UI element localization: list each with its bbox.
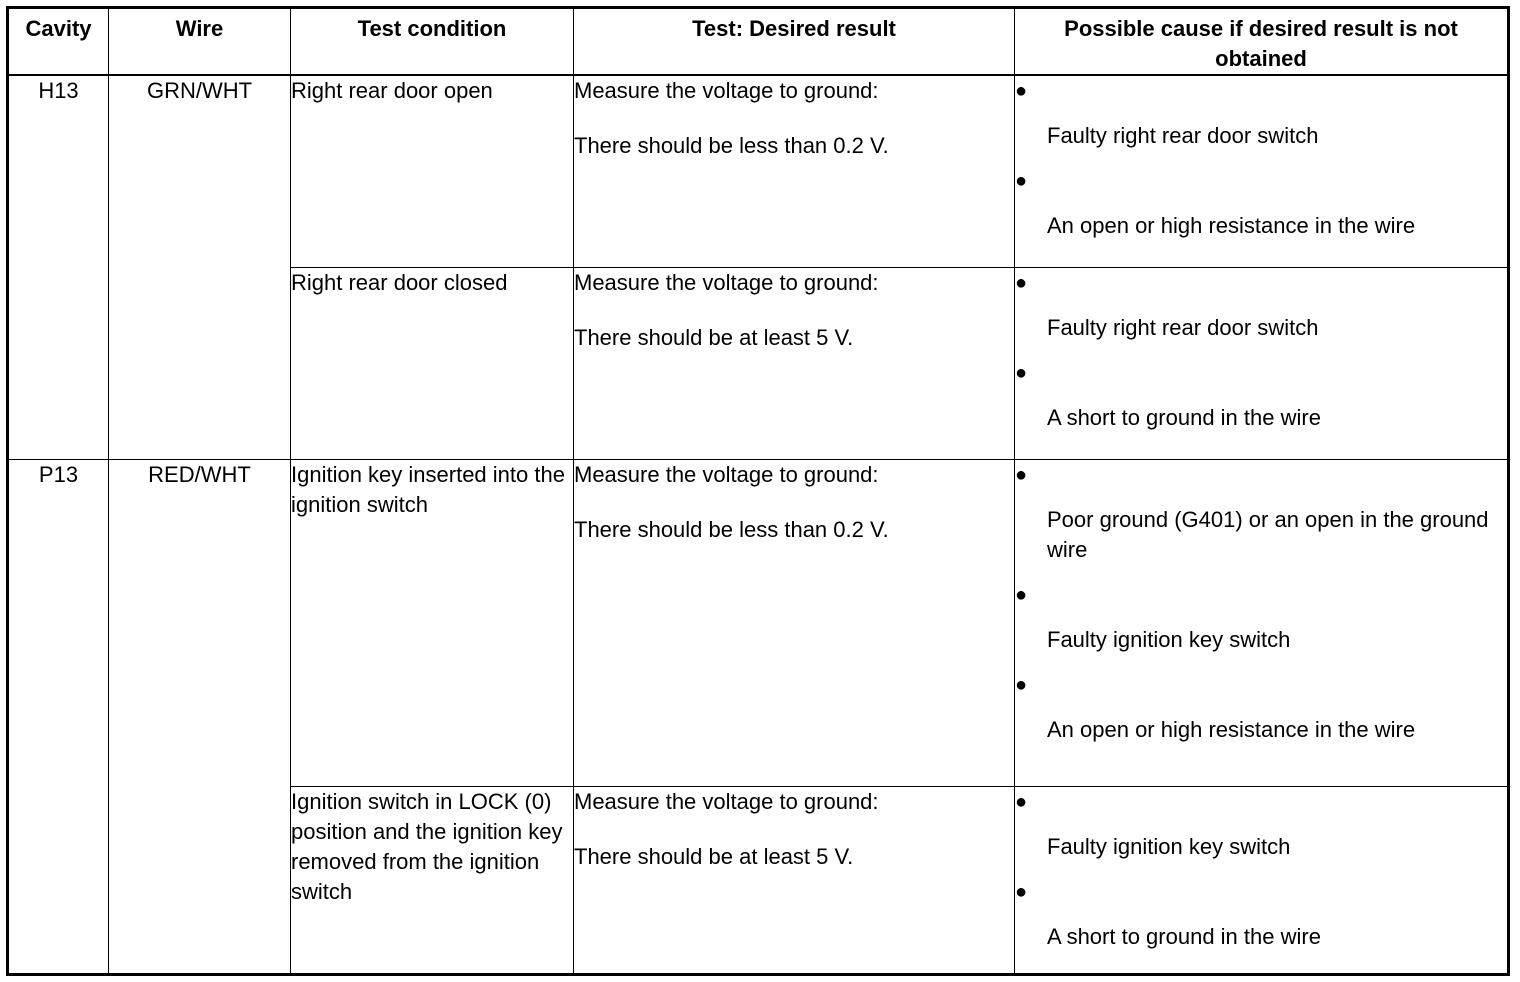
cause-text: Poor ground (G401) or an open in the ground wire bbox=[1047, 506, 1489, 562]
cavity-cell: H13 bbox=[8, 75, 109, 459]
test-condition-cell: Ignition switch in LOCK (0) position and the ignition key removed from the ignition switch bbox=[291, 786, 574, 975]
cause-text: Faulty ignition key switch bbox=[1047, 626, 1291, 652]
list-item bbox=[1015, 670, 1507, 745]
bullet-icon: ● bbox=[1015, 790, 1028, 813]
bullet-icon: ● bbox=[1015, 361, 1028, 384]
possible-cause-cell bbox=[1015, 267, 1509, 459]
table-row bbox=[8, 75, 1509, 267]
cause-text: Faulty right rear door switch bbox=[1047, 314, 1319, 340]
wire-cell: RED/WHT bbox=[109, 459, 291, 975]
result-instruction: Measure the voltage to ground: bbox=[574, 269, 879, 295]
cause-text: An open or high resistance in the wire bbox=[1047, 213, 1416, 238]
result-expected: There should be at least 5 V. bbox=[574, 843, 854, 869]
possible-cause-cell bbox=[1015, 75, 1509, 267]
result-expected: There should be less than 0.2 V. bbox=[574, 516, 889, 542]
bullet-icon: ● bbox=[1015, 583, 1028, 606]
header-possible-cause: Possible cause if desired result is not obtained bbox=[1015, 8, 1509, 76]
result-expected: There should be less than 0.2 V. bbox=[574, 133, 889, 158]
test-condition-cell: Right rear door open bbox=[291, 75, 574, 267]
cavity-cell: P13 bbox=[8, 459, 109, 975]
result-instruction: Measure the voltage to ground: bbox=[574, 78, 879, 103]
table-row bbox=[8, 459, 1509, 786]
bullet-icon: ● bbox=[1015, 170, 1028, 192]
bullet-icon: ● bbox=[1015, 880, 1028, 903]
desired-result-cell bbox=[574, 267, 1015, 459]
cause-text: A short to ground in the wire bbox=[1047, 923, 1321, 949]
test-condition-cell: Right rear door closed bbox=[291, 267, 574, 459]
cause-text: Faulty ignition key switch bbox=[1047, 833, 1291, 859]
header-row bbox=[8, 8, 1509, 76]
list-item bbox=[1015, 580, 1507, 655]
result-expected: There should be at least 5 V. bbox=[574, 324, 854, 350]
bullet-icon: ● bbox=[1015, 80, 1028, 102]
header-test-condition: Test condition bbox=[291, 8, 574, 76]
desired-result-cell bbox=[574, 459, 1015, 786]
bullet-icon: ● bbox=[1015, 463, 1028, 486]
possible-cause-cell bbox=[1015, 786, 1509, 975]
cause-text: An open or high resistance in the wire bbox=[1047, 716, 1416, 742]
diagnostic-table bbox=[6, 6, 1510, 976]
result-instruction: Measure the voltage to ground: bbox=[574, 461, 879, 487]
list-item bbox=[1015, 268, 1507, 343]
test-condition-cell: Ignition key inserted into the ignition switch bbox=[291, 459, 574, 786]
list-item bbox=[1015, 460, 1507, 565]
list-item bbox=[1015, 787, 1507, 862]
bullet-icon: ● bbox=[1015, 271, 1028, 294]
desired-result-cell bbox=[574, 75, 1015, 267]
desired-result-cell bbox=[574, 786, 1015, 975]
cause-text: A short to ground in the wire bbox=[1047, 404, 1321, 430]
list-item bbox=[1015, 358, 1507, 433]
header-desired-result: Test: Desired result bbox=[574, 8, 1015, 76]
cause-text: Faulty right rear door switch bbox=[1047, 123, 1319, 148]
list-item bbox=[1015, 76, 1507, 151]
list-item bbox=[1015, 166, 1507, 241]
possible-cause-cell bbox=[1015, 459, 1509, 786]
bullet-icon: ● bbox=[1015, 673, 1028, 696]
wire-cell: GRN/WHT bbox=[109, 75, 291, 459]
header-wire: Wire bbox=[109, 8, 291, 76]
result-instruction: Measure the voltage to ground: bbox=[574, 788, 879, 814]
header-cavity: Cavity bbox=[8, 8, 109, 76]
list-item bbox=[1015, 877, 1507, 952]
